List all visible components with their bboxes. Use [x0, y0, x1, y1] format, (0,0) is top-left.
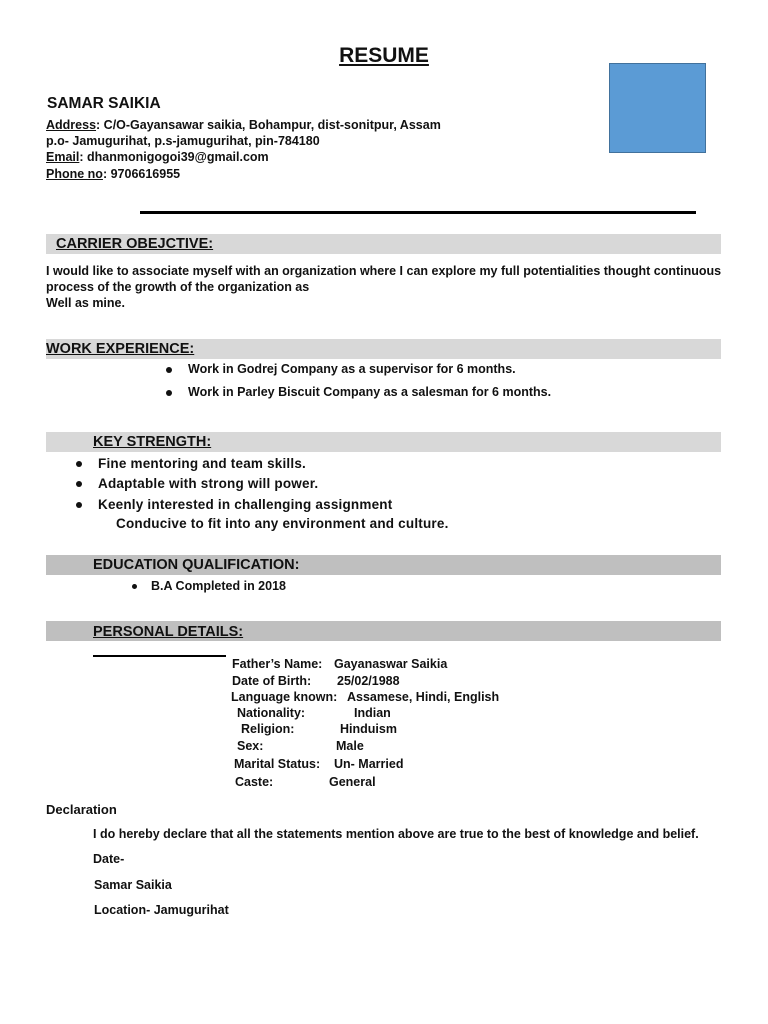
work-item: Work in Parley Biscuit Company as a salesman for 6 months.: [166, 385, 551, 399]
signature-name: Samar Saikia: [94, 878, 172, 892]
email-label: Email: [46, 150, 80, 164]
personal-underline: [93, 655, 226, 657]
detail-value: Assamese, Hindi, English: [347, 690, 500, 704]
work-item: Work in Godrej Company as a supervisor for 6 months.: [166, 362, 516, 376]
declaration-heading: Declaration: [46, 802, 117, 817]
bullet-icon: [76, 461, 82, 467]
detail-value: General: [329, 775, 376, 789]
address-value: : C/O-Gayansawar saikia, Bohampur, dist-sonitpur, Assam: [96, 118, 441, 132]
detail-value: Hinduism: [340, 722, 397, 736]
strength-item: Fine mentoring and team skills.: [76, 456, 306, 471]
email-value: : dhanmonigogoi39@gmail.com: [79, 150, 269, 164]
address-line: [46, 117, 441, 133]
declaration-date: Date-: [93, 852, 125, 866]
detail-label: Date of Birth:: [232, 674, 312, 688]
declaration-location: Location- Jamugurihat: [94, 903, 229, 917]
candidate-name: SAMAR SAIKIA: [47, 95, 161, 112]
objective-line-1: I would like to associate myself with an organization where I can explore my full potentialities thought continuous: [46, 264, 722, 278]
detail-label: Sex:: [237, 739, 264, 753]
declaration-text: I do hereby declare that all the statements mention above are true to the best of knowledge and belief.: [93, 827, 699, 841]
bullet-icon: [76, 502, 82, 508]
strength-item: Keenly interested in challenging assignment: [76, 497, 392, 512]
phone-line: [46, 166, 180, 182]
bullet-icon: [76, 481, 82, 487]
education-heading: EDUCATION QUALIFICATION:: [93, 557, 300, 573]
strength-extra: Conducive to fit into any environment and culture.: [116, 516, 449, 531]
strength-item: Adaptable with strong will power.: [76, 476, 318, 491]
detail-label: Marital Status:: [234, 757, 321, 771]
email-line: [46, 149, 269, 165]
detail-label: Religion:: [241, 722, 295, 736]
detail-label: Language known:: [231, 690, 338, 704]
work-heading: WORK EXPERIENCE:: [46, 341, 195, 357]
detail-value: Male: [336, 739, 364, 753]
detail-value: Gayanaswar Saikia: [334, 657, 448, 671]
phone-value: : 9706616955: [102, 167, 181, 181]
divider-rule: [140, 211, 696, 214]
detail-label: Father’s Name:: [232, 657, 323, 671]
objective-line-3: Well as mine.: [46, 296, 125, 310]
detail-label: Nationality:: [237, 706, 306, 720]
bullet-icon: [166, 390, 172, 396]
objective-heading: CARRIER OBEJCTIVE:: [56, 236, 214, 252]
objective-text: [46, 263, 736, 311]
personal-heading: PERSONAL DETAILS:: [93, 624, 244, 640]
detail-value: Un- Married: [334, 757, 404, 771]
bullet-icon: [166, 367, 172, 373]
education-item: B.A Completed in 2018: [132, 579, 286, 593]
detail-label: Caste:: [235, 775, 274, 789]
address-label: Address: [46, 118, 97, 132]
strength-heading: KEY STRENGTH:: [93, 434, 212, 450]
detail-value: Indian: [354, 706, 391, 720]
address-line-2: p.o- Jamugurihat, p.s-jamugurihat, pin-784180: [46, 134, 320, 148]
objective-line-2: process of the growth of the organization as: [46, 280, 310, 294]
resume-title: RESUME: [339, 44, 429, 67]
phone-label: Phone no: [46, 167, 103, 181]
detail-value: 25/02/1988: [337, 674, 400, 688]
photo-placeholder: [609, 63, 706, 153]
bullet-icon: [132, 584, 137, 589]
